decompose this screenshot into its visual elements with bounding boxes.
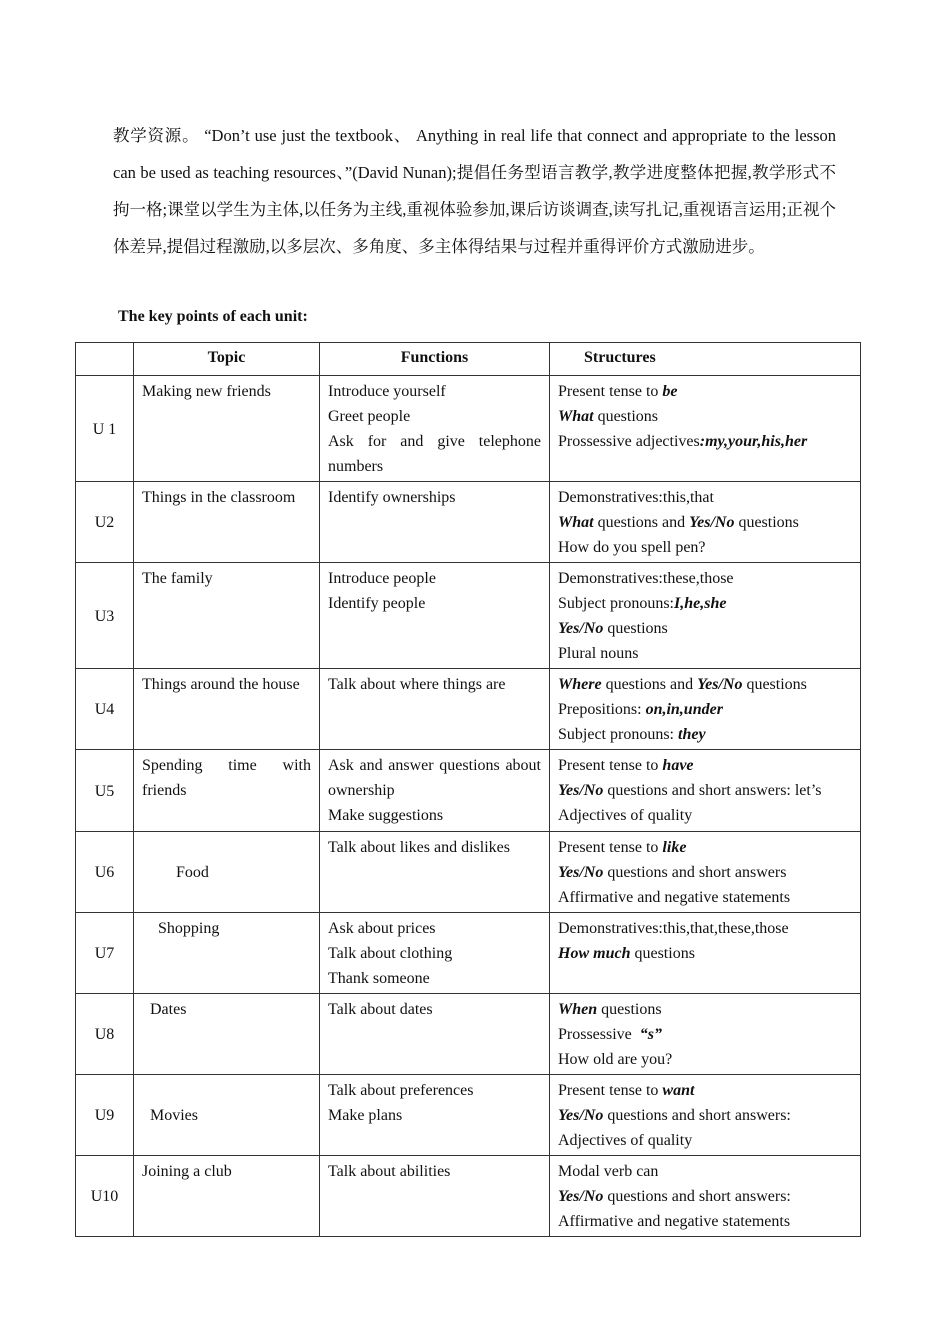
structure-keyword: be bbox=[662, 383, 678, 400]
topic-cell: Food bbox=[134, 832, 320, 913]
structures-cell bbox=[550, 1156, 861, 1237]
structure-text: Present tense to bbox=[558, 839, 663, 856]
structure-keyword: want bbox=[662, 1082, 695, 1099]
structure-text: Present tense to bbox=[558, 757, 663, 774]
unit-cell: U7 bbox=[76, 913, 134, 994]
functions-cell bbox=[320, 913, 550, 994]
structure-item bbox=[558, 860, 852, 885]
structure-item bbox=[558, 1209, 852, 1234]
structure-text: Modal verb can bbox=[558, 1163, 659, 1180]
table-body bbox=[76, 376, 861, 1237]
structure-item bbox=[558, 885, 852, 910]
unit-cell: U6 bbox=[76, 832, 134, 913]
header-topic: Topic bbox=[134, 343, 320, 376]
structure-item bbox=[558, 485, 852, 510]
structure-text: Prossessive bbox=[558, 1026, 640, 1043]
unit-cell: U8 bbox=[76, 994, 134, 1075]
structure-item bbox=[558, 535, 852, 560]
functions-cell bbox=[320, 1156, 550, 1237]
structure-item bbox=[558, 1078, 852, 1103]
table-row bbox=[76, 750, 861, 832]
structure-item bbox=[558, 697, 852, 722]
function-item: Identify people bbox=[328, 595, 426, 612]
structures-cell bbox=[550, 482, 861, 563]
structure-item bbox=[558, 616, 852, 641]
structure-item bbox=[558, 916, 852, 941]
structure-text: Demonstratives:these,those bbox=[558, 570, 734, 587]
topic-cell: Making new friends bbox=[134, 376, 320, 482]
function-item: Introduce people bbox=[328, 570, 436, 587]
structure-item bbox=[558, 778, 852, 803]
structure-text: Demonstratives:this,that,these,those bbox=[558, 920, 789, 937]
structure-keyword: Yes/No bbox=[689, 514, 735, 531]
function-item: Talk about abilities bbox=[328, 1163, 451, 1180]
structure-item bbox=[558, 1047, 852, 1072]
structure-keyword: Yes/No bbox=[558, 1188, 604, 1205]
functions-cell bbox=[320, 994, 550, 1075]
function-item: Make suggestions bbox=[328, 807, 444, 824]
topic-cell: Things around the house bbox=[134, 669, 320, 750]
table-row bbox=[76, 669, 861, 750]
structure-text: questions bbox=[742, 676, 807, 693]
structure-keyword: like bbox=[662, 839, 687, 856]
function-item: Identify ownerships bbox=[328, 489, 456, 506]
unit-cell: U4 bbox=[76, 669, 134, 750]
function-item: Introduce yourself bbox=[328, 383, 446, 400]
structure-keyword: they bbox=[678, 726, 706, 743]
structure-item bbox=[558, 404, 852, 429]
structure-text: questions bbox=[597, 1001, 662, 1018]
structure-item bbox=[558, 835, 852, 860]
structure-item bbox=[558, 1159, 852, 1184]
structure-text: How old are you? bbox=[558, 1051, 673, 1068]
structure-item bbox=[558, 941, 852, 966]
function-item: Talk about where things are bbox=[328, 676, 506, 693]
structure-text: Adjectives of quality bbox=[558, 1132, 693, 1149]
structure-keyword: I,he,she bbox=[674, 595, 727, 612]
structure-text: Plural nouns bbox=[558, 645, 639, 662]
header-functions: Functions bbox=[320, 343, 550, 376]
structure-text: questions bbox=[603, 620, 668, 637]
structure-keyword: Yes/No bbox=[558, 782, 604, 799]
structure-keyword: Yes/No bbox=[558, 620, 604, 637]
structure-keyword: Yes/No bbox=[558, 864, 604, 881]
table-row bbox=[76, 563, 861, 669]
unit-cell: U 1 bbox=[76, 376, 134, 482]
functions-cell bbox=[320, 376, 550, 482]
table-row bbox=[76, 1156, 861, 1237]
structure-item bbox=[558, 722, 852, 747]
structure-text: Subject pronouns: bbox=[558, 726, 678, 743]
table-row bbox=[76, 994, 861, 1075]
structure-text: Demonstratives:this,that bbox=[558, 489, 714, 506]
structures-cell bbox=[550, 1075, 861, 1156]
topic-cell: The family bbox=[134, 563, 320, 669]
structures-cell bbox=[550, 563, 861, 669]
structure-item bbox=[558, 591, 852, 616]
structure-text: questions bbox=[593, 408, 659, 425]
structure-item bbox=[558, 1022, 852, 1047]
functions-cell bbox=[320, 482, 550, 563]
function-item: Ask and answer questions about ownership bbox=[328, 757, 541, 799]
structure-text: questions and short answers: bbox=[603, 1188, 791, 1205]
structure-item bbox=[558, 566, 852, 591]
unit-key-points-table bbox=[75, 342, 861, 1237]
function-item: Talk about preferences bbox=[328, 1082, 474, 1099]
structure-item bbox=[558, 997, 852, 1022]
structure-text: Prepositions: bbox=[558, 701, 646, 718]
table-row bbox=[76, 376, 861, 482]
structure-keyword: on,in,under bbox=[645, 701, 723, 718]
structure-keyword: Where bbox=[558, 676, 602, 693]
function-item: Talk about dates bbox=[328, 1001, 433, 1018]
structures-cell bbox=[550, 750, 861, 832]
structure-text: questions bbox=[630, 945, 695, 962]
functions-cell bbox=[320, 669, 550, 750]
table-row bbox=[76, 482, 861, 563]
structure-text: Prossessive adjectives bbox=[558, 433, 700, 450]
structure-keyword: “s” bbox=[639, 1026, 663, 1043]
unit-cell: U5 bbox=[76, 750, 134, 832]
structure-item bbox=[558, 1103, 852, 1128]
table-header-row bbox=[76, 343, 861, 376]
structure-keyword: When bbox=[558, 1001, 598, 1018]
structure-item bbox=[558, 510, 852, 535]
functions-cell bbox=[320, 563, 550, 669]
structure-text: Present tense to bbox=[558, 383, 663, 400]
structure-text: questions and short answers: bbox=[603, 1107, 791, 1124]
header-unit bbox=[76, 343, 134, 376]
structure-text: Affirmative and negative statements bbox=[558, 889, 791, 906]
topic-cell: Joining a club bbox=[134, 1156, 320, 1237]
functions-cell bbox=[320, 750, 550, 832]
function-item: Ask about prices bbox=[328, 920, 436, 937]
topic-cell: Spending time with friends bbox=[134, 750, 320, 832]
structure-item bbox=[558, 379, 852, 404]
unit-cell: U3 bbox=[76, 563, 134, 669]
topic-cell: Dates bbox=[134, 994, 320, 1075]
structure-keyword: :my,your,his,her bbox=[699, 433, 808, 450]
structure-text: questions and short answers bbox=[603, 864, 787, 881]
header-structures: Structures bbox=[550, 343, 861, 376]
topic-cell: Movies bbox=[134, 1075, 320, 1156]
structure-item bbox=[558, 1128, 852, 1153]
topic-cell: Things in the classroom bbox=[134, 482, 320, 563]
structure-text: Affirmative and negative statements bbox=[558, 1213, 791, 1230]
unit-cell: U10 bbox=[76, 1156, 134, 1237]
structure-text: questions bbox=[734, 514, 799, 531]
structures-cell bbox=[550, 832, 861, 913]
structure-text: questions and short answers: let’s bbox=[603, 782, 822, 799]
structure-item bbox=[558, 803, 852, 828]
structures-cell bbox=[550, 376, 861, 482]
topic-cell: Shopping bbox=[134, 913, 320, 994]
structure-text: Present tense to bbox=[558, 1082, 663, 1099]
section-heading: The key points of each unit: bbox=[118, 308, 308, 325]
function-item: Talk about likes and dislikes bbox=[328, 839, 510, 856]
structure-keyword: What bbox=[558, 408, 594, 425]
table-row bbox=[76, 1075, 861, 1156]
table-row bbox=[76, 913, 861, 994]
structure-item bbox=[558, 753, 852, 778]
structures-cell bbox=[550, 913, 861, 994]
structure-text: Subject pronouns: bbox=[558, 595, 674, 612]
structure-keyword: have bbox=[662, 757, 694, 774]
structure-text: Adjectives of quality bbox=[558, 807, 693, 824]
function-item: Greet people bbox=[328, 408, 411, 425]
structures-cell bbox=[550, 994, 861, 1075]
structure-text: How do you spell pen? bbox=[558, 539, 706, 556]
structure-text: questions and bbox=[593, 514, 690, 531]
table-row bbox=[76, 832, 861, 913]
structure-text: questions and bbox=[601, 676, 698, 693]
functions-cell bbox=[320, 832, 550, 913]
unit-cell: U2 bbox=[76, 482, 134, 563]
structure-keyword: Yes/No bbox=[697, 676, 743, 693]
structure-item bbox=[558, 429, 852, 454]
intro-text: 教学资源。 “Don’t use just the textbook、 Anything in real life that connect and appropriate to the lesson can be used as teaching resources、”(David Nunan);提倡任务型语言教学,教学进度整体把握,教学形式不拘一格;课堂以学生为主体,以任务为主线,重视体验参加,课后访谈调查,读写扎记,重视语言运用;正视个体差异,提倡过程激励,以多层次、多角度、多主体得结果与过程并重得评价方式激励进步。 bbox=[113, 126, 836, 256]
structure-keyword: How much bbox=[558, 945, 631, 962]
function-item: Make plans bbox=[328, 1107, 403, 1124]
function-item: Ask for and give telephone numbers bbox=[328, 433, 541, 475]
functions-cell bbox=[320, 1075, 550, 1156]
structure-keyword: What bbox=[558, 514, 594, 531]
function-item: Thank someone bbox=[328, 970, 430, 987]
structure-item bbox=[558, 641, 852, 666]
function-item: Talk about clothing bbox=[328, 945, 453, 962]
structure-item bbox=[558, 672, 852, 697]
structure-item bbox=[558, 1184, 852, 1209]
structures-cell bbox=[550, 669, 861, 750]
intro-paragraph bbox=[113, 117, 836, 265]
unit-cell: U9 bbox=[76, 1075, 134, 1156]
structure-keyword: Yes/No bbox=[558, 1107, 604, 1124]
